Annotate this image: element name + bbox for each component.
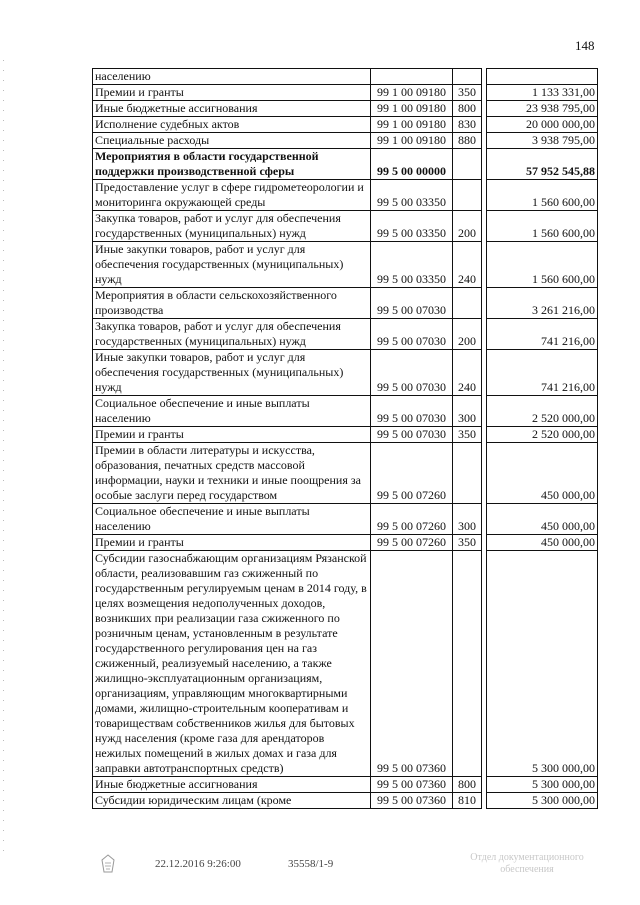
- row-name-cell: Иные закупки товаров, работ и услуг для обеспечения государственных (муниципальных) нужд: [93, 350, 371, 396]
- table-row: [93, 504, 598, 535]
- table-row: [93, 427, 598, 443]
- table-row: [93, 211, 598, 242]
- row-expense-type-cell: [453, 69, 482, 85]
- row-expense-type-cell: 350: [453, 85, 482, 101]
- row-name-cell: населению: [93, 69, 371, 85]
- row-code-cell: 99 1 00 09180: [371, 85, 453, 101]
- row-code-cell: 99 5 00 07360: [371, 793, 453, 809]
- row-expense-type-cell: 800: [453, 777, 482, 793]
- row-expense-type-cell: 300: [453, 396, 482, 427]
- table-row: [93, 288, 598, 319]
- row-expense-type-cell: 880: [453, 133, 482, 149]
- row-amount-cell: 5 300 000,00: [487, 777, 598, 793]
- row-amount-cell: 450 000,00: [487, 535, 598, 551]
- table-row: [93, 101, 598, 117]
- row-code-cell: 99 5 00 07030: [371, 350, 453, 396]
- row-code-cell: 99 5 00 07360: [371, 777, 453, 793]
- row-name-cell: Иные бюджетные ассигнования: [93, 777, 371, 793]
- row-name-cell: Премии в области литературы и искусства, образования, печатных средств массовой информации, науки и техники и иные поощрения за особые заслуги перед государством: [93, 443, 371, 504]
- table-row: [93, 396, 598, 427]
- row-expense-type-cell: 810: [453, 793, 482, 809]
- row-name-cell: Мероприятия в области сельскохозяйственного производства: [93, 288, 371, 319]
- row-expense-type-cell: [453, 288, 482, 319]
- row-code-cell: 99 5 00 03350: [371, 242, 453, 288]
- table-row: [93, 319, 598, 350]
- row-code-cell: 99 5 00 07260: [371, 535, 453, 551]
- row-name-cell: Премии и гранты: [93, 535, 371, 551]
- row-amount-cell: 5 300 000,00: [487, 793, 598, 809]
- margin-scan-marks: [2, 60, 5, 860]
- row-amount-cell: 1 560 600,00: [487, 180, 598, 211]
- row-amount-cell: 2 520 000,00: [487, 396, 598, 427]
- row-code-cell: 99 5 00 07030: [371, 288, 453, 319]
- row-code-cell: 99 5 00 07260: [371, 504, 453, 535]
- row-amount-cell: 741 216,00: [487, 319, 598, 350]
- row-expense-type-cell: [453, 551, 482, 777]
- table-row: [93, 69, 598, 85]
- row-amount-cell: 3 261 216,00: [487, 288, 598, 319]
- row-name-cell: Социальное обеспечение и иные выплаты населению: [93, 396, 371, 427]
- row-name-cell: Премии и гранты: [93, 85, 371, 101]
- row-expense-type-cell: 240: [453, 350, 482, 396]
- row-amount-cell: 2 520 000,00: [487, 427, 598, 443]
- table-row: [93, 443, 598, 504]
- table-row: [93, 777, 598, 793]
- row-expense-type-cell: [453, 180, 482, 211]
- row-expense-type-cell: 200: [453, 319, 482, 350]
- row-name-cell: Иные бюджетные ассигнования: [93, 101, 371, 117]
- table-row: [93, 85, 598, 101]
- table-row: [93, 149, 598, 180]
- budget-table: [92, 68, 598, 809]
- row-amount-cell: 23 938 795,00: [487, 101, 598, 117]
- row-code-cell: [371, 69, 453, 85]
- row-code-cell: 99 1 00 09180: [371, 117, 453, 133]
- row-expense-type-cell: 240: [453, 242, 482, 288]
- row-name-cell: Специальные расходы: [93, 133, 371, 149]
- row-amount-cell: 1 560 600,00: [487, 242, 598, 288]
- row-expense-type-cell: 300: [453, 504, 482, 535]
- row-name-cell: Субсидии юридическим лицам (кроме: [93, 793, 371, 809]
- row-expense-type-cell: [453, 149, 482, 180]
- row-amount-cell: 1 560 600,00: [487, 211, 598, 242]
- table-row: [93, 133, 598, 149]
- row-code-cell: 99 5 00 07030: [371, 396, 453, 427]
- row-name-cell: Социальное обеспечение и иные выплаты населению: [93, 504, 371, 535]
- row-expense-type-cell: 350: [453, 427, 482, 443]
- row-expense-type-cell: 830: [453, 117, 482, 133]
- table-row: [93, 242, 598, 288]
- row-code-cell: 99 5 00 03350: [371, 211, 453, 242]
- row-amount-cell: 3 938 795,00: [487, 133, 598, 149]
- row-expense-type-cell: 350: [453, 535, 482, 551]
- row-amount-cell: 20 000 000,00: [487, 117, 598, 133]
- row-amount-cell: 5 300 000,00: [487, 551, 598, 777]
- row-code-cell: 99 5 00 07360: [371, 551, 453, 777]
- row-expense-type-cell: 800: [453, 101, 482, 117]
- table-row: [93, 180, 598, 211]
- row-name-cell: Субсидии газоснабжающим организациям Рязанской области, реализовавшим газ сжиженный по государственным регулируемым ценам в 2014 году, в целях возмещения недополученных доходов, возникших при реализации газа сжиженного по розничным ценам, установленным в результате государственного регулирования цен на газ сжиженный, реализуемый населению, а также жилищно-эксплуатационным организациям, организациям, управляющим многоквартирными домами, жилищно-строительным кооперативам и товариществам собственников жилья для бытовых нужд населения (кроме газа для арендаторов нежилых помещений в жилых домах и газа для заправки автотранспортных средств): [93, 551, 371, 777]
- row-code-cell: 99 5 00 07030: [371, 427, 453, 443]
- stamp-icon: [100, 854, 116, 874]
- table-row: [93, 117, 598, 133]
- row-name-cell: Закупка товаров, работ и услуг для обеспечения государственных (муниципальных) нужд: [93, 319, 371, 350]
- row-amount-cell: 741 216,00: [487, 350, 598, 396]
- row-expense-type-cell: [453, 443, 482, 504]
- row-code-cell: 99 5 00 07030: [371, 319, 453, 350]
- row-amount-cell: [487, 69, 598, 85]
- table-row: [93, 551, 598, 777]
- row-name-cell: Предоставление услуг в сфере гидрометеорологии и мониторинга окружающей среды: [93, 180, 371, 211]
- row-name-cell: Закупка товаров, работ и услуг для обеспечения государственных (муниципальных) нужд: [93, 211, 371, 242]
- table-row: [93, 793, 598, 809]
- table-row: [93, 535, 598, 551]
- footer-watermark: Отдел документационного обеспечения: [470, 852, 584, 875]
- row-code-cell: 99 5 00 00000: [371, 149, 453, 180]
- row-code-cell: 99 5 00 03350: [371, 180, 453, 211]
- row-expense-type-cell: 200: [453, 211, 482, 242]
- row-name-cell: Мероприятия в области государственной поддержки производственной сферы: [93, 149, 371, 180]
- table-row: [93, 350, 598, 396]
- row-name-cell: Исполнение судебных актов: [93, 117, 371, 133]
- row-name-cell: Премии и гранты: [93, 427, 371, 443]
- row-amount-cell: 450 000,00: [487, 504, 598, 535]
- row-amount-cell: 1 133 331,00: [487, 85, 598, 101]
- budget-table-body: [93, 69, 598, 809]
- row-code-cell: 99 5 00 07260: [371, 443, 453, 504]
- row-amount-cell: 450 000,00: [487, 443, 598, 504]
- row-amount-cell: 57 952 545,88: [487, 149, 598, 180]
- footer-datetime: 22.12.2016 9:26:00: [155, 858, 241, 870]
- footer-doc-number: 35558/1-9: [288, 858, 334, 870]
- row-code-cell: 99 1 00 09180: [371, 101, 453, 117]
- row-name-cell: Иные закупки товаров, работ и услуг для обеспечения государственных (муниципальных) нужд: [93, 242, 371, 288]
- page-number: 148: [575, 38, 595, 53]
- row-code-cell: 99 1 00 09180: [371, 133, 453, 149]
